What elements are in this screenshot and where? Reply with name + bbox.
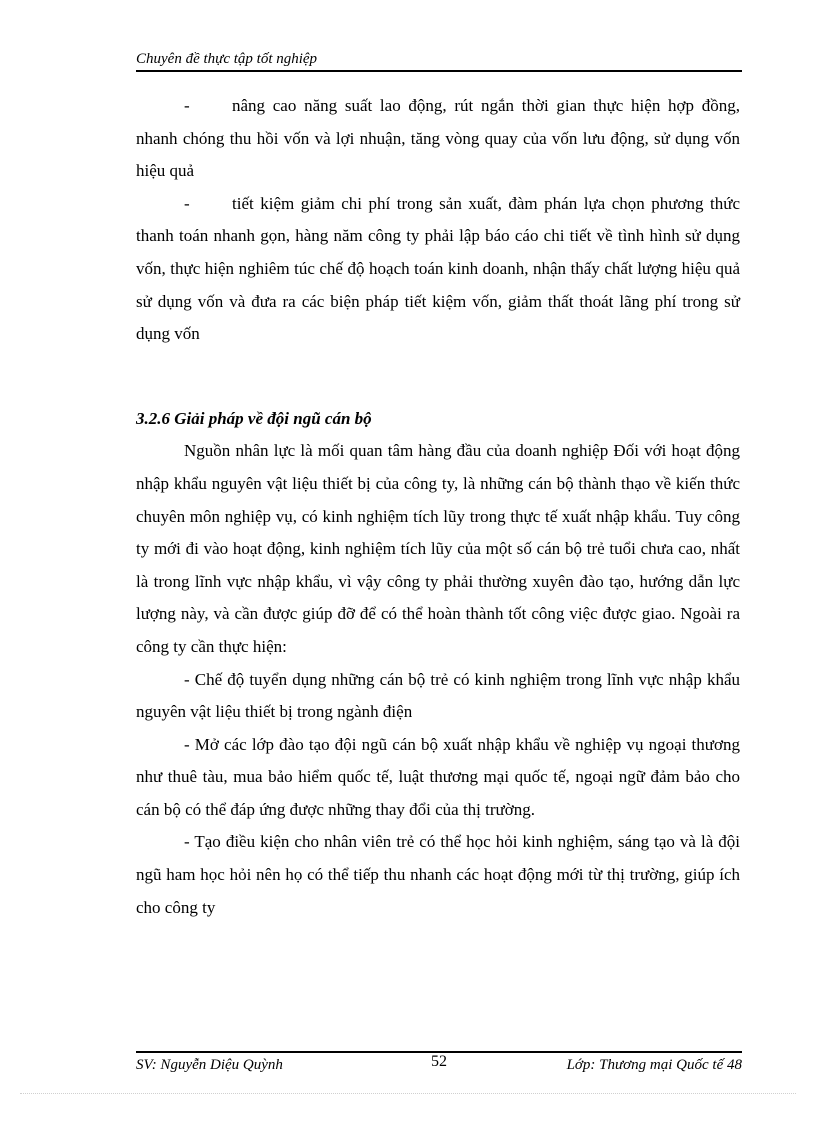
footer-class-name: Lớp: Thương mại Quốc tế 48 (566, 1057, 742, 1073)
bullet-text: tiết kiệm giảm chi phí trong sản xuất, đàm phán lựa chọn phương thức thanh toán nhanh gọn, hàng năm công ty phải lập báo cáo chi tiết về tình hình sử dụng vốn, thực hiện nghiêm túc chế độ hoạch toán kinh doanh, nhận thấy chất lượng hiệu quả sử dụng vốn và đưa ra các biện pháp tiết kiệm vốn, giảm thất thoát lãng phí trong sử dụng vốn (136, 193, 740, 344)
list-item: - Mở các lớp đào tạo đội ngũ cán bộ xuất nhập khẩu về nghiệp vụ ngoại thương như thuê tàu, mua bảo hiểm quốc tế, luật thương mại quốc tế, ngoại ngữ đảm bảo cho cán bộ có thể đáp ứng được những thay đổi của thị trường. (136, 734, 740, 819)
section-intro-paragraph: Nguồn nhân lực là mối quan tâm hàng đầu của doanh nghiệp Đối với hoạt động nhập khẩu nguyên vật liệu thiết bị của công ty, là những cán bộ thành thạo về kiến thức chuyên môn nghiệp vụ, có kinh nghiệm tích lũy trong thực tế xuất nhập khẩu. Tuy công ty mới đi vào hoạt động, kinh nghiệm tích lũy của một số cán bộ trẻ tuổi chưa cao, nhất là trong lĩnh vực nhập khẩu, vì vậy công ty phải thường xuyên đào tạo, hướng dẫn lực lượng này, và cần được giúp đỡ để có thể hoàn thành tốt công việc được giao. Ngoài ra công ty cần thực hiện: (136, 441, 740, 656)
section-heading: 3.2.6 Giải pháp về đội ngũ cán bộ (136, 408, 372, 428)
document-body (136, 90, 740, 924)
page-footer (136, 1055, 742, 1077)
header-divider (136, 70, 742, 72)
list-item: - Tạo điều kiện cho nhân viên trẻ có thể học hỏi kinh nghiệm, sáng tạo và là đội ngũ ham học hỏi nên họ có thể tiếp thu nhanh các hoạt động mới từ thị trường, giúp ích cho công ty (136, 832, 740, 917)
page-number: 52 (431, 1053, 447, 1070)
bullet-paragraph (136, 188, 740, 351)
bullet-dash: - (184, 193, 190, 213)
footer-student-name: SV: Nguyễn Diệu Quỳnh (136, 1057, 283, 1073)
page-header-title: Chuyên đề thực tập tốt nghiệp (136, 51, 318, 67)
bullet-paragraph (136, 90, 740, 188)
list-item: - Chế độ tuyển dụng những cán bộ trẻ có kinh nghiệm trong lĩnh vực nhập khẩu nguyên vật liệu thiết bị trong ngành điện (136, 669, 740, 722)
bullet-text: nâng cao năng suất lao động, rút ngắn thời gian thực hiện hợp đồng, nhanh chóng thu hồi vốn và lợi nhuận, tăng vòng quay của vốn lưu động, sử dụng vốn hiệu quả (136, 96, 740, 181)
bullet-dash: - (184, 96, 190, 115)
page-edge-divider (20, 1093, 796, 1094)
